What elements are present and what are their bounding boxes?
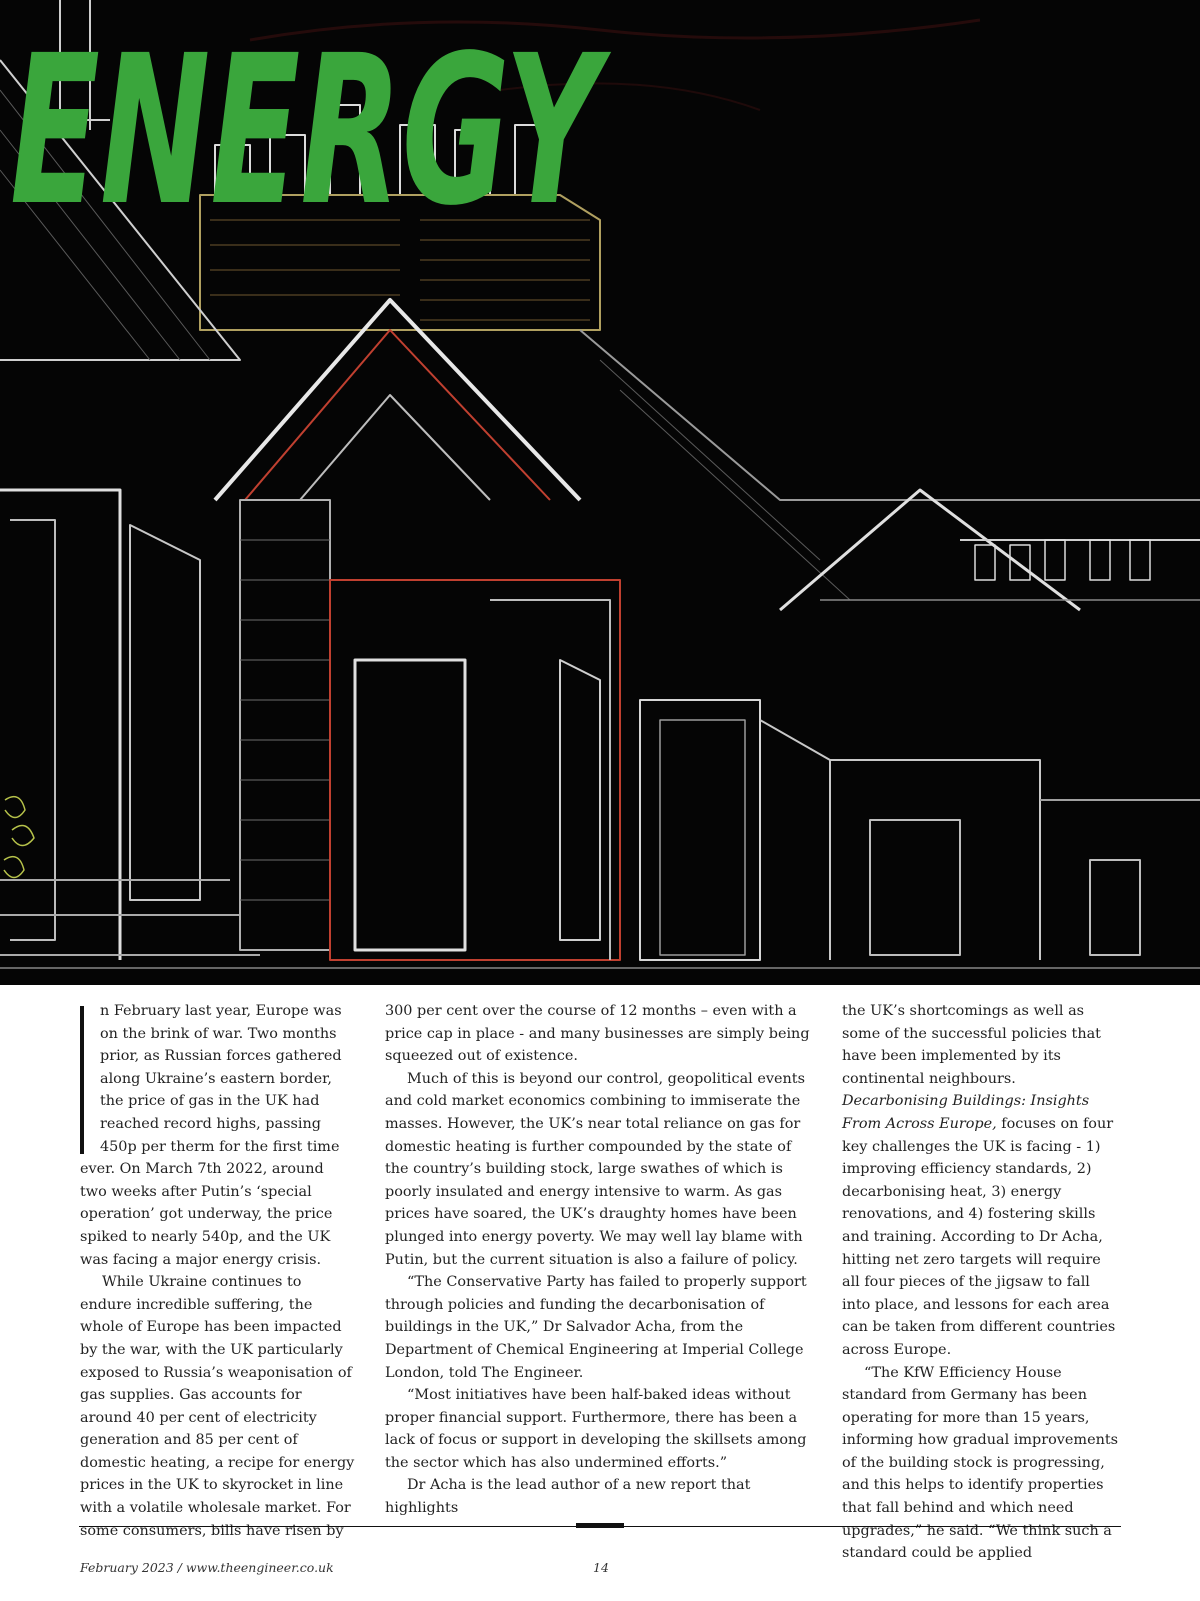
article-paragraph: While Ukraine continues to endure incredible suffering, the whole of Europe has been impacted by the war, with the UK particularly exposed to Russia’s weaponisation of gas supplies. Gas accounts for around 40 per cent of electricity generation and 85 per cent of domestic heating, a recipe for energy prices in the UK to skyrocket in line with a volatile wholesale market. For some consumers, bills have risen by [80, 1274, 355, 1539]
article-column-2 [385, 1000, 812, 1520]
article-column-1 [80, 1000, 355, 1542]
paragraph-text: the UK’s shortcomings as well as some of the successful policies that have been implemented by its continental neighbours. [842, 1003, 1101, 1087]
article-paragraph [842, 1000, 1120, 1362]
report-title: Decarbonising Buildings: Insights From Across Europe, [842, 1093, 1090, 1132]
page-number: 14 [593, 1560, 609, 1575]
footer-rule-tab [576, 1523, 624, 1528]
article-paragraph: Much of this is beyond our control, geopolitical events and cold market economics combining to immiserate the masses. However, the UK’s near total reliance on gas for domestic heating is further compounded by the state of the country’s building stock, large swathes of which is poorly insulated and energy intensive to warm. As gas prices have soared, the UK’s draughty homes have been plunged into energy poverty. We may well lay blame with Putin, but the current situation is also a failure of policy. [385, 1070, 805, 1268]
article-paragraph: “The KfW Efficiency House standard from Germany has been operating for more than 15 years, informing how gradual improvements of the building stock is progressing, and this helps to identify properties that fall behind and which need upgrades,” he said. “We think such a standard could be applied [842, 1364, 1119, 1562]
headline-energy [0, 0, 620, 251]
article-paragraph: “The Conservative Party has failed to properly support through policies and funding the decarbonisation of buildings in the UK,” Dr Salvador Acha, from the Department of Chemical Engineering at Imperial College London, told The Engineer. [385, 1274, 807, 1381]
footer-issue-site: February 2023 / www.theengineer.co.uk [80, 1560, 334, 1575]
article-paragraph: Dr Acha is the lead author of a new report that highlights [385, 1477, 751, 1517]
paragraph-text: focuses on four key challenges the UK is facing - 1) improving efficiency standards, 2) decarbonising heat, 3) energy renovations, and 4) fostering skills and training. According to Dr Acha, hitting net zero targets will require all four pieces of the jigsaw to fall into place, and lessons for each area can be taken from different countries across Europe. [842, 1115, 1116, 1358]
drop-cap-bar [80, 1006, 84, 1154]
svg-text:ENERGY: ENERGY [10, 11, 612, 251]
article-body [80, 1000, 1120, 1562]
article-paragraph: n February last year, Europe was on the brink of war. Two months prior, as Russian forces gathered along Ukraine’s eastern border, the price of gas in the UK had reached record highs, passing 450p per therm for the first time ever. On March 7th 2022, around two weeks after Putin’s ‘special operation’ got underway, the price spiked to nearly 540p, and the UK was facing a major energy crisis. [80, 1003, 342, 1268]
article-paragraph: 300 per cent over the course of 12 months – even with a price cap in place - and many businesses are simply being squeezed out of existence. [385, 1003, 810, 1065]
article-paragraph: “Most initiatives have been half-baked ideas without proper financial support. Furthermore, there has been a lack of focus or support in developing the skillsets among the sector which has also undermined efforts.” [385, 1387, 807, 1471]
article-column-3 [842, 1000, 1120, 1565]
